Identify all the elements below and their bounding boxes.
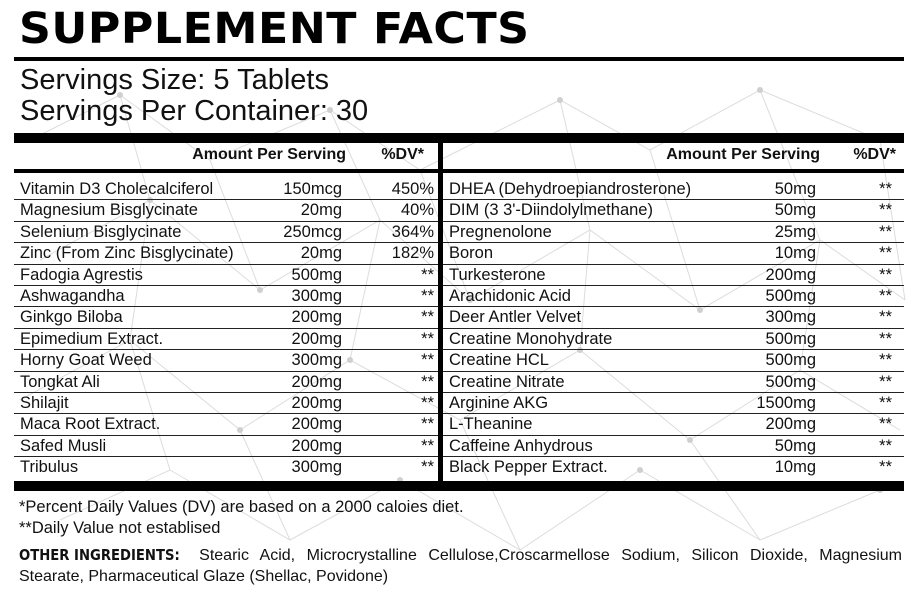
left-dv-header: %DV* [381,146,424,163]
nutrient-row [443,372,904,393]
nutrient-dv: ** [421,415,434,434]
nutrient-row [443,265,904,286]
nutrient-row [14,436,438,457]
nutrient-row [14,393,438,414]
nutrient-row [443,222,904,243]
nutrient-name: Arachidonic Acid [449,286,571,305]
nutrient-row [443,329,904,350]
nutrient-amount: 10mg [774,244,816,263]
nutrient-row [443,200,904,221]
nutrient-row [443,393,904,414]
nutrient-dv: ** [421,286,434,305]
nutrient-amount: 500mg [765,351,816,370]
table-bottom-bar [14,481,904,491]
right-nutrient-list [443,179,904,478]
nutrient-name: Boron [449,244,494,263]
nutrient-name: Ashwagandha [20,286,125,305]
nutrient-dv: ** [421,329,434,348]
nutrient-amount: 20mg [300,201,342,220]
nutrient-row [14,350,438,371]
nutrient-amount: 200mg [291,436,342,455]
nutrient-row [14,222,438,243]
nutrient-amount: 200mg [765,265,816,284]
nutrient-amount: 200mg [291,415,342,434]
other-ingredients-text: Stearic Acid, Microcrystalline Cellulose,Croscarmellose Sodium, Silicon Dioxide, Magnesium Stearate, Pharmaceutical Glaze (Shellac, Povidone) [19,547,902,585]
nutrient-name: Creatine Nitrate [449,372,565,391]
nutrient-amount: 20mg [300,244,342,263]
nutrient-amount: 300mg [291,458,342,477]
nutrient-amount: 300mg [291,351,342,370]
left-column-header [14,145,438,167]
nutrient-row [443,286,904,307]
nutrient-dv: 450% [391,180,434,198]
nutrient-dv: ** [879,286,892,305]
nutrient-amount: 300mg [765,308,816,327]
nutrient-row [14,243,438,264]
nutrient-row [14,286,438,307]
right-dv-header: %DV* [853,146,896,163]
nutrient-dv: 182% [391,244,434,263]
nutrient-name: Fadogia Agrestis [20,265,143,284]
nutrient-name: DIM (3 3'-Diindolylmethane) [449,201,653,220]
nutrient-dv: ** [879,393,892,412]
nutrient-row [443,414,904,435]
table-top-bar [14,133,904,143]
nutrient-amount: 200mg [291,329,342,348]
nutrient-amount: 500mg [291,265,342,284]
nutrient-dv: ** [879,244,892,263]
nutrient-name: Safed Musli [20,436,107,455]
right-amount-header: Amount Per Serving [666,146,820,163]
nutrient-dv: ** [421,265,434,284]
nutrient-row [14,179,438,200]
nutrient-name: Selenium Bisglycinate [20,222,182,241]
left-nutrient-list [14,179,438,478]
nutrient-name: Tongkat Ali [20,372,100,391]
nutrient-row [443,436,904,457]
nutrient-name: Ginkgo Biloba [20,308,123,327]
nutrient-dv: ** [879,415,892,434]
nutrient-amount: 25mg [774,222,816,241]
left-amount-header: Amount Per Serving [192,146,346,163]
nutrient-name: Caffeine Anhydrous [449,436,593,455]
nutrient-name: Zinc (From Zinc Bisglycinate) [20,244,234,263]
right-column-header [443,145,904,167]
right-header-rule [443,169,904,173]
nutrient-name: Tribulus [20,458,79,477]
nutrient-name: Creatine HCL [449,351,549,370]
nutrient-dv: ** [879,180,892,198]
nutrient-amount: 250mcg [283,222,342,241]
nutrient-dv: ** [879,329,892,348]
nutrient-name: Vitamin D3 Cholecalciferol [20,180,214,198]
nutrient-amount: 10mg [774,458,816,477]
servings-per-container: Servings Per Container: 30 [20,95,369,127]
nutrient-dv: ** [879,201,892,220]
panel-title: SUPPLEMENT FACTS [19,4,530,54]
nutrient-dv: ** [421,458,434,477]
nutrient-amount: 1500mg [756,393,816,412]
nutrient-name: Maca Root Extract. [20,415,161,434]
nutrient-dv: ** [421,351,434,370]
nutrient-dv: ** [421,372,434,391]
nutrient-name: Arginine AKG [449,393,549,412]
nutrient-row [443,457,904,478]
nutrient-row [443,179,904,200]
nutrient-amount: 500mg [765,286,816,305]
nutrient-dv: ** [879,458,892,477]
nutrient-amount: 500mg [765,372,816,391]
nutrient-name: Epimedium Extract. [20,329,164,348]
nutrient-dv: 40% [400,201,434,220]
nutrient-dv: ** [879,265,892,284]
nutrient-amount: 300mg [291,286,342,305]
nutrient-dv: ** [421,308,434,327]
nutrient-name: DHEA (Dehydroepiandrosterone) [449,180,692,198]
daily-value-footnote: *Percent Daily Values (DV) are based on a 2000 caloies diet. [19,498,464,516]
nutrient-row [14,457,438,478]
nutrient-amount: 500mg [765,329,816,348]
nutrient-row [14,414,438,435]
nutrient-amount: 200mg [291,372,342,391]
nutrient-dv: ** [879,222,892,241]
nutrient-amount: 200mg [765,415,816,434]
nutrient-row [14,265,438,286]
nutrient-dv: ** [879,436,892,455]
nutrient-row [14,329,438,350]
nutrient-name: Creatine Monohydrate [449,329,613,348]
other-ingredients-label: OTHER INGREDIENTS: [19,546,180,564]
nutrient-row [443,350,904,371]
nutrient-name: Deer Antler Velvet [449,308,582,327]
nutrient-dv: ** [879,308,892,327]
nutrient-amount: 50mg [774,201,816,220]
nutrient-name: Magnesium Bisglycinate [20,201,198,220]
serving-size: Servings Size: 5 Tablets [20,64,329,96]
nutrient-dv: ** [421,393,434,412]
other-ingredients [19,545,902,587]
not-established-footnote: **Daily Value not establised [19,519,221,537]
nutrient-row [443,307,904,328]
left-header-rule [14,169,438,173]
nutrient-name: Black Pepper Extract. [449,458,608,477]
nutrient-dv: ** [879,372,892,391]
nutrient-row [443,243,904,264]
nutrient-row [14,372,438,393]
nutrient-name: Horny Goat Weed [20,351,152,370]
nutrient-amount: 150mcg [283,180,342,198]
nutrient-dv: 364% [391,222,434,241]
nutrient-dv: ** [421,436,434,455]
nutrient-amount: 50mg [774,436,816,455]
nutrient-name: Pregnenolone [449,222,552,241]
nutrient-amount: 200mg [291,393,342,412]
nutrient-row [14,200,438,221]
nutrient-name: L-Theanine [449,415,533,434]
nutrient-name: Turkesterone [449,265,546,284]
title-rule [14,57,904,61]
nutrient-name: Shilajit [20,393,69,412]
nutrient-row [14,307,438,328]
nutrient-amount: 50mg [774,180,816,198]
nutrient-amount: 200mg [291,308,342,327]
nutrient-dv: ** [879,351,892,370]
